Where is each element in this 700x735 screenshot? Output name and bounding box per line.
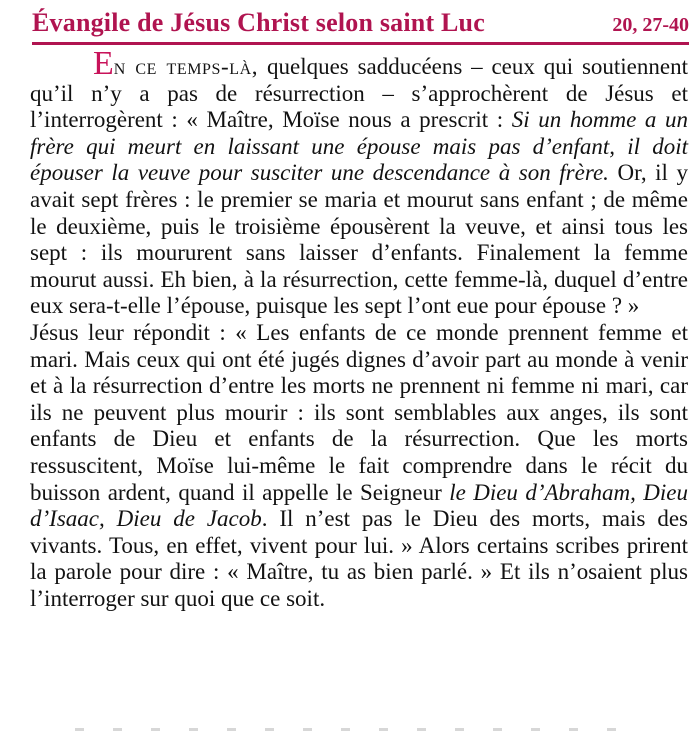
text-run: Or, il y avait sept frères : le premier se maria et mourut sans enfant ; de même le deuxième, puis le troisième épousèrent la veuve, et ainsi tous les sept : ils moururent sans laisser d’enfants. Finalement la femme mourut aussi. Eh bien, à la résurrection, cette femme-là, duquel d’entre eux sera-t-elle l’épouse, puisque les sept l’ont eue pour épouse ? » [30,160,688,319]
drop-cap-initial: E [93,45,114,82]
text-run: le Dieu d’Abraham, Dieu d’Isaac, Dieu de Jacob [30,479,688,532]
paragraph [30,320,688,613]
reading-header-row [32,8,689,38]
text-run: n ce temps-là, [113,54,259,79]
text-run: quelques sadducéens – ceux qui soutiennent qu’il n’y a pas de résurrection – s’approchèrent de Jésus et l’interrogèrent : « Maître, Moïse nous a prescrit : [30,54,688,133]
header-rule [32,42,689,45]
reading-text [30,45,688,612]
text-run: . Il n’est pas le Dieu des morts, mais des vivants. Tous, en effet, vivent pour lui. » Alors certains scribes prirent la parole pour dire : « Maître, tu as bien parlé. » Et ils n’osaient plus l’interroger sur quoi que ce soit. [30,506,688,611]
reading-title: Évangile de Jésus Christ selon saint Luc [32,8,485,37]
scripture-reference: 20, 27-40 [612,14,689,36]
paragraph [30,45,688,320]
reading-header [32,8,689,45]
text-run: Si un homme a un frère qui meurt en laissant une épouse mais pas d’enfant, il doit épouser la veuve pour susciter une descendance à son frère. [30,107,688,186]
text-run: Jésus leur répondit : « Les enfants de ce monde prennent femme et mari. Mais ceux qui ont été jugés dignes d’avoir part au monde à venir et à la résurrection d’entre les morts ne prennent ni femme ni mari, car ils ne peuvent plus mourir : ils sont semblables aux anges, ils sont enfants de Dieu et enfants de la résurrection. Que les morts ressuscitent, Moïse lui-même le fait comprendre dans le récit du buisson ardent, quand il appelle le Seigneur [30,319,688,505]
cropped-next-line-artifact [75,728,645,731]
